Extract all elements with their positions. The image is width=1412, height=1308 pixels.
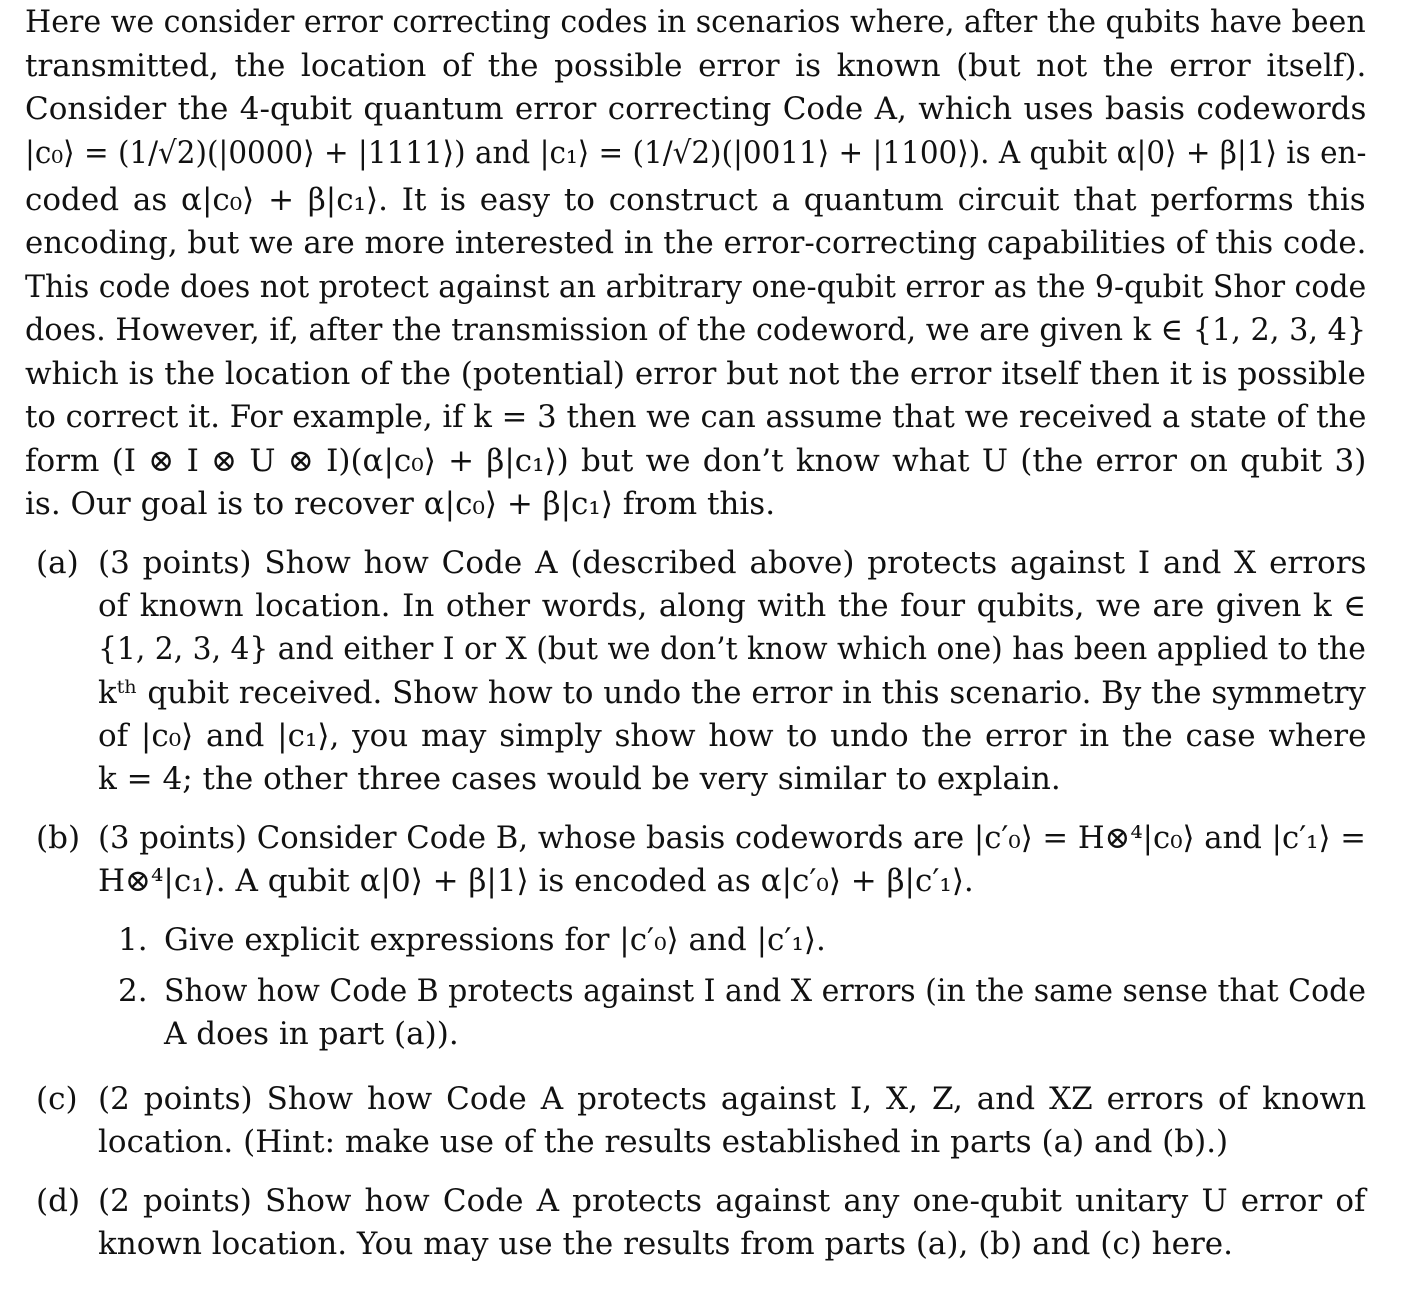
part-d-line: (2 points) Show how Code A protects against any one-qubit unitary U error of <box>98 1183 1366 1219</box>
intro-line: which is the location of the (potential) error but not the error itself then it is possible <box>25 356 1366 392</box>
intro-line: |c₀⟩ = (1/√2)(|0000⟩ + |1111⟩) and |c₁⟩ = (1/√2)(|0011⟩ + |1100⟩). A qubit α|0⟩ + β|1⟩ is en- <box>25 135 1367 171</box>
part-b-sub2-number: 2. <box>118 973 148 1009</box>
intro-line: Here we consider error correcting codes in scenarios where, after the qubits have been <box>25 4 1366 40</box>
part-a-line: of |c₀⟩ and |c₁⟩, you may simply show how to undo the error in the case where <box>98 718 1367 754</box>
part-b-sub1-number: 1. <box>118 922 148 958</box>
intro-line: encoding, but we are more interested in the error-correcting capabilities of this code. <box>25 225 1367 261</box>
part-c-line: (2 points) Show how Code A protects against I, X, Z, and XZ errors of known <box>98 1081 1367 1117</box>
part-c-label: (c) <box>36 1081 78 1117</box>
intro-line: to correct it. For example, if k = 3 then we can assume that we received a state of the <box>25 399 1367 435</box>
part-d-line: known location. You may use the results from parts (a), (b) and (c) here. <box>98 1226 1233 1262</box>
intro-line: coded as α|c₀⟩ + β|c₁⟩. It is easy to construct a quantum circuit that performs this <box>25 182 1366 218</box>
part-a-line: k = 4; the other three cases would be very similar to explain. <box>98 761 1061 797</box>
part-c-line: location. (Hint: make use of the results established in parts (a) and (b).) <box>98 1124 1229 1160</box>
part-b-sub2-line: Show how Code B protects against I and X errors (in the same sense that Code <box>164 973 1366 1009</box>
part-a-label: (a) <box>36 545 79 581</box>
part-b-label: (b) <box>36 820 81 856</box>
part-b-sub2-line: A does in part (a)). <box>164 1016 459 1052</box>
part-b-line: H⊗⁴|c₁⟩. A qubit α|0⟩ + β|1⟩ is encoded as α|c′₀⟩ + β|c′₁⟩. <box>98 863 974 899</box>
intro-line: does. However, if, after the transmission of the codeword, we are given k ∈ {1, 2, 3, 4} <box>25 312 1367 348</box>
part-d-label: (d) <box>36 1183 81 1219</box>
part-b-sub1-line: Give explicit expressions for |c′₀⟩ and |c′₁⟩. <box>164 922 826 958</box>
part-a-line: (3 points) Show how Code A (described above) protects against I and X errors <box>98 545 1367 581</box>
part-a-line: {1, 2, 3, 4} and either I or X (but we don’t know which one) has been applied to the <box>98 631 1366 667</box>
part-a-line: kᵗʰ qubit received. Show how to undo the error in this scenario. By the symmetry <box>98 675 1366 711</box>
part-b-line: (3 points) Consider Code B, whose basis codewords are |c′₀⟩ = H⊗⁴|c₀⟩ and |c′₁⟩ = <box>98 820 1366 856</box>
intro-line: Consider the 4-qubit quantum error correcting Code A, which uses basis codewords <box>25 91 1367 127</box>
part-a-line: of known location. In other words, along with the four qubits, we are given k ∈ <box>98 588 1367 624</box>
intro-line: This code does not protect against an arbitrary one-qubit error as the 9-qubit Shor code <box>25 269 1367 305</box>
intro-line: is. Our goal is to recover α|c₀⟩ + β|c₁⟩ from this. <box>25 486 776 522</box>
intro-line: form (I ⊗ I ⊗ U ⊗ I)(α|c₀⟩ + β|c₁⟩) but we don’t know what U (the error on qubit 3) <box>25 443 1367 479</box>
intro-line: transmitted, the location of the possible error is known (but not the error itself). <box>25 48 1367 84</box>
